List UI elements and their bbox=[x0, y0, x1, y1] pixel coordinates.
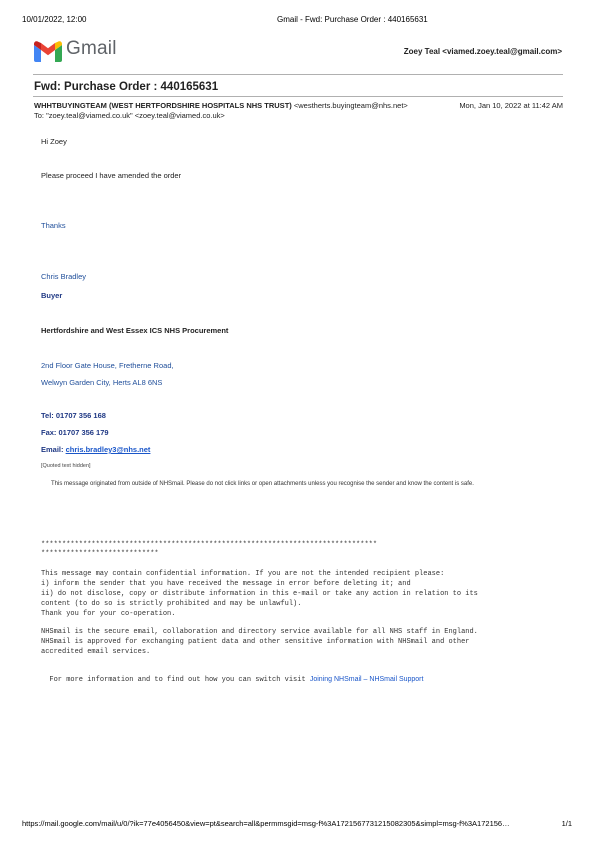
disclaimer-line: This message may contain confidential information. If you are not the intended recipient please: bbox=[41, 570, 445, 578]
signature-address-line1: 2nd Floor Gate House, Fretherne Road, bbox=[41, 361, 174, 370]
disclaimer-line: accredited email services. bbox=[41, 648, 151, 656]
email-message: Please proceed I have amended the order bbox=[41, 171, 182, 180]
email-recipient: To: "zoey.teal@viamed.co.uk" <zoey.teal@viamed.co.uk> bbox=[34, 111, 225, 120]
print-footer-url: https://mail.google.com/mail/u/0/?ik=77e4056450&view=pt&search=all&permmsgid=msg-f%3A1721567731215082305&simpl=msg-f%3A172156… bbox=[22, 819, 510, 828]
signature-address-line2: Welwyn Garden City, Herts AL8 6NS bbox=[41, 378, 163, 387]
subject-divider bbox=[33, 96, 563, 97]
print-datetime: 10/01/2022, 12:00 bbox=[22, 15, 87, 24]
signature-tel: Tel: 01707 356 168 bbox=[41, 411, 106, 420]
disclaimer-line: content (to do so is strictly prohibited and may be unlawful). bbox=[41, 600, 302, 608]
email-greeting: Hi Zoey bbox=[41, 137, 67, 146]
print-page-number: 1/1 bbox=[561, 819, 572, 828]
signature-name: Chris Bradley bbox=[41, 272, 87, 281]
signature-fax: Fax: 01707 356 179 bbox=[41, 428, 109, 437]
header-divider bbox=[33, 74, 563, 75]
disclaimer-stars-2: **************************** bbox=[41, 550, 159, 558]
print-page-title: Gmail - Fwd: Purchase Order : 440165631 bbox=[277, 15, 428, 24]
gmail-logo-icon bbox=[34, 41, 62, 62]
disclaimer-line: ii) do not disclose, copy or distribute information in this e-mail or take any action in relation to its bbox=[41, 590, 478, 598]
disclaimer-line: NHSmail is approved for exchanging patient data and other sensitive information with NHSmail and other bbox=[41, 638, 470, 646]
email-sender bbox=[34, 101, 408, 110]
signature-org: Hertfordshire and West Essex ICS NHS Procurement bbox=[41, 326, 229, 335]
email-date: Mon, Jan 10, 2022 at 11:42 AM bbox=[459, 101, 563, 110]
disclaimer-stars-1: ******************************************************************************** bbox=[41, 541, 378, 549]
disclaimer-line: NHSmail is the secure email, collaboration and directory service available for all NHS staff in England. bbox=[41, 628, 478, 636]
sender-name: WHHTBUYINGTEAM (WEST HERTFORDSHIRE HOSPITALS NHS TRUST) bbox=[34, 101, 292, 110]
nhsmail-support-link[interactable]: Joining NHSmail – NHSmail Support bbox=[309, 675, 424, 683]
more-info-text: For more information and to find out how you can switch visit bbox=[49, 675, 310, 684]
signature-email bbox=[41, 445, 150, 454]
sender-email: <westherts.buyingteam@nhs.net> bbox=[293, 101, 408, 110]
signature-email-label: Email: bbox=[41, 445, 66, 454]
external-sender-notice: This message originated from outside of NHSmail. Please do not click links or open attachments unless you recognise the sender and know the content is safe. bbox=[51, 481, 474, 487]
email-subject: Fwd: Purchase Order : 440165631 bbox=[34, 81, 219, 93]
email-thanks: Thanks bbox=[41, 221, 66, 230]
gmail-logo-text: Gmail bbox=[66, 38, 117, 59]
disclaimer-line: Thank you for your co-operation. bbox=[41, 610, 176, 618]
signature-role: Buyer bbox=[41, 291, 63, 300]
disclaimer-line: i) inform the sender that you have received the message in error before deleting it; and bbox=[41, 580, 411, 588]
account-email: Zoey Teal <viamed.zoey.teal@gmail.com> bbox=[403, 47, 562, 56]
more-info-line bbox=[41, 667, 423, 684]
quoted-text-hidden[interactable]: [Quoted text hidden] bbox=[41, 463, 91, 469]
signature-email-link[interactable]: chris.bradley3@nhs.net bbox=[65, 445, 151, 454]
